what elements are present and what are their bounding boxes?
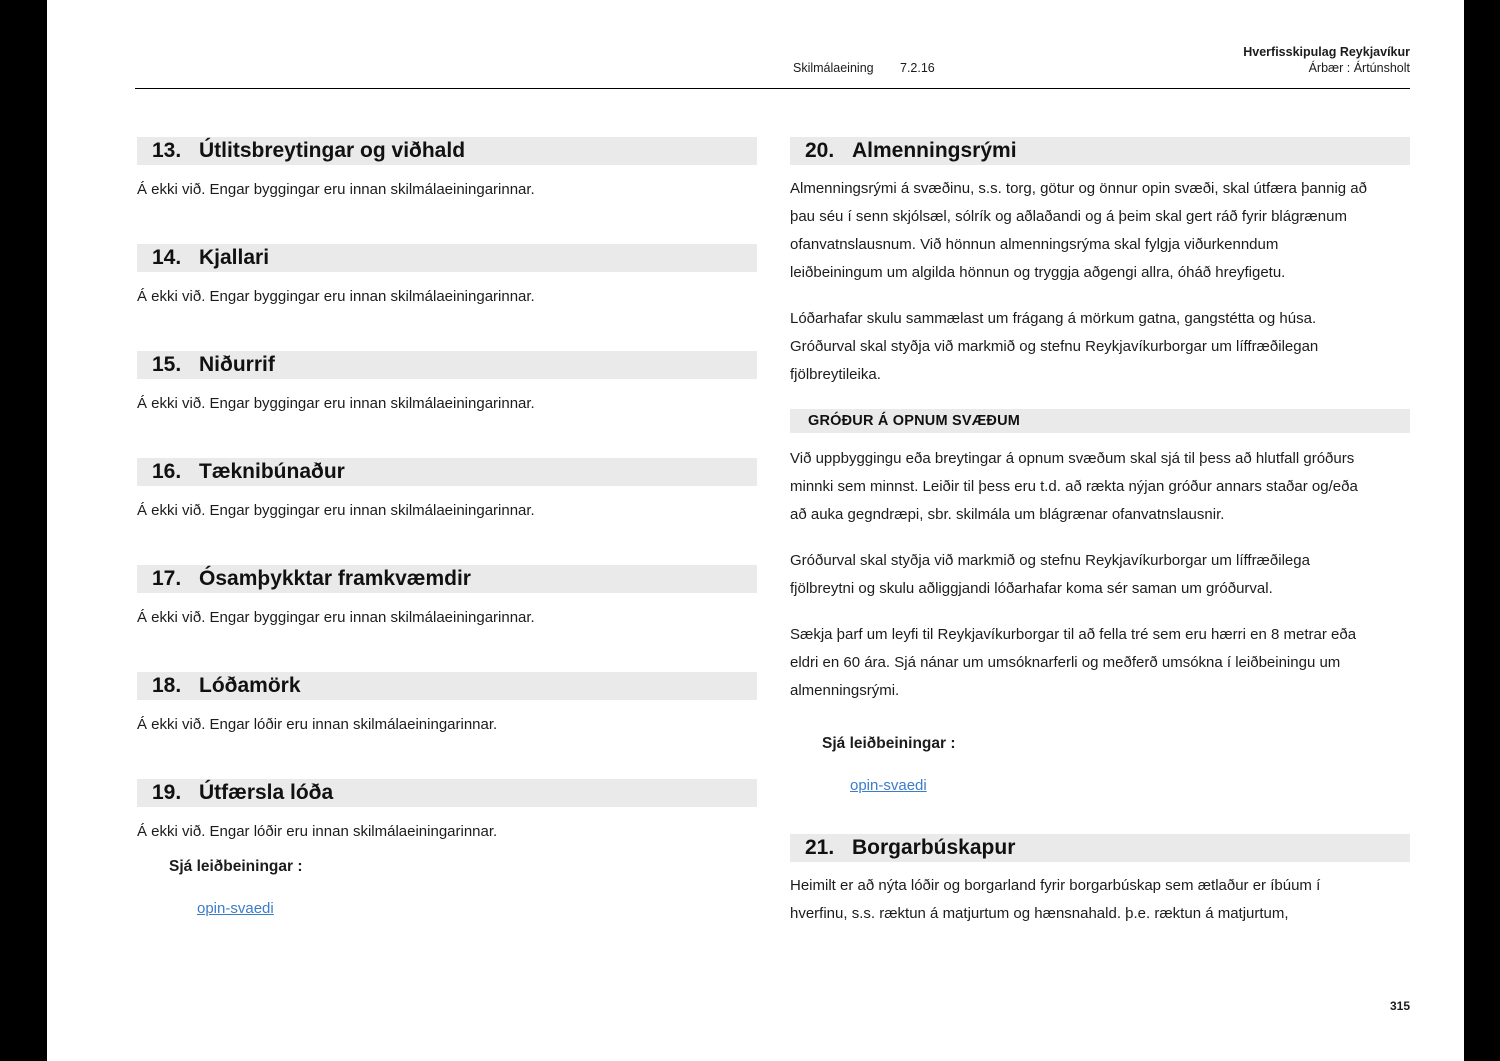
opin-svaedi-link[interactable]: opin-svaedi — [850, 777, 927, 794]
section-number: 14. — [152, 246, 182, 269]
section-14-heading — [137, 244, 757, 272]
opin-svaedi-link[interactable]: opin-svaedi — [197, 900, 274, 917]
section-17 — [137, 565, 757, 628]
section-20 — [790, 137, 1410, 389]
section-title: Útfærsla lóða — [199, 781, 334, 804]
header-doc-type: Skilmálaeining — [793, 61, 874, 75]
section-number: 13. — [152, 139, 182, 162]
section-body: Á ekki við. Engar lóðir eru innan skilmálaeiningarinnar. — [137, 716, 498, 733]
section-number: 19. — [152, 781, 182, 804]
header-rule — [135, 88, 1410, 89]
section-21 — [790, 834, 1410, 928]
section-body: Á ekki við. Engar byggingar eru innan skilmálaeiningarinnar. — [137, 395, 535, 412]
guidelines-label: Sjá leiðbeiningar : — [169, 858, 303, 875]
section-body: Á ekki við. Engar byggingar eru innan skilmálaeiningarinnar. — [137, 181, 535, 198]
section-19-heading — [137, 779, 757, 807]
paragraph: Almenningsrými á svæðinu, s.s. torg, götur og önnur opin svæði, skal útfæra þannig að þau séu í senn skjólsæl, sólrík og aðlaðandi og á þeim skal gert ráð fyrir blágrænum ofanvatnslausnum. Við hönnun almenningsrýma skal fylgja viðurkenndum leiðbeiningum um algilda hönnun og tryggja aðgengi allra, óháð hreyfigetu. — [790, 180, 1367, 281]
section-body: Á ekki við. Engar lóðir eru innan skilmálaeiningarinnar. — [137, 823, 498, 840]
sub-section-heading: GRÓÐUR Á OPNUM SVÆÐUM — [790, 409, 1410, 433]
section-13 — [137, 137, 757, 200]
guidelines-label: Sjá leiðbeiningar : — [822, 735, 956, 752]
guidelines-link-row — [850, 777, 1410, 794]
section-19 — [137, 779, 757, 842]
section-title: Borgarbúskapur — [852, 836, 1016, 859]
section-20-heading — [790, 137, 1410, 165]
header-doc-number: 7.2.16 — [900, 61, 935, 75]
paragraph: Heimilt er að nýta lóðir og borgarland fyrir borgarbúskap sem ætlaður er íbúum í hverfinu, s.s. ræktun á matjurtum og hænsnahald. þ.e. ræktun á matjurtum, — [790, 877, 1321, 922]
section-title: Niðurrif — [199, 353, 275, 376]
right-column — [790, 137, 1410, 946]
paragraph: Lóðarhafar skulu sammælast um frágang á mörkum gatna, gangstétta og húsa. Gróðurval skal styðja við markmið og stefnu Reykjavíkurborgar um líffræðilegan fjölbreytileika. — [790, 310, 1319, 383]
section-15 — [137, 351, 757, 414]
section-14 — [137, 244, 757, 307]
left-black-margin — [0, 0, 47, 1061]
guidelines-link-row — [197, 900, 757, 917]
section-number: 17. — [152, 567, 182, 590]
section-body: Á ekki við. Engar byggingar eru innan skilmálaeiningarinnar. — [137, 502, 535, 519]
section-15-heading — [137, 351, 757, 379]
section-16-heading — [137, 458, 757, 486]
header-org-subtitle: Árbær : Ártúnsholt — [1308, 61, 1410, 75]
section-21-heading — [790, 834, 1410, 862]
section-title: Ósamþykktar framkvæmdir — [199, 567, 471, 590]
section-title: Útlitsbreytingar og viðhald — [199, 139, 466, 162]
page-number: 315 — [1390, 999, 1411, 1013]
left-column — [137, 137, 757, 917]
right-black-margin — [1464, 0, 1500, 1061]
section-body: Á ekki við. Engar byggingar eru innan skilmálaeiningarinnar. — [137, 288, 535, 305]
section-18-heading — [137, 672, 757, 700]
section-body: Á ekki við. Engar byggingar eru innan skilmálaeiningarinnar. — [137, 609, 535, 626]
section-17-heading — [137, 565, 757, 593]
section-number: 21. — [805, 836, 835, 859]
paragraph: Gróðurval skal styðja við markmið og stefnu Reykjavíkurborgar um líffræðilega fjölbreytni og skulu aðliggjandi lóðarhafar koma sér saman um gróðurval. — [790, 552, 1310, 597]
section-number: 20. — [805, 139, 835, 162]
section-18 — [137, 672, 757, 735]
section-number: 18. — [152, 674, 182, 697]
section-number: 15. — [152, 353, 182, 376]
paragraph: Sækja þarf um leyfi til Reykjavíkurborgar til að fella tré sem eru hærri en 8 metrar eða eldri en 60 ára. Sjá nánar um umsóknarferli og meðferð umsókna í leiðbeiningu um almenningsrými. — [790, 626, 1357, 699]
section-number: 16. — [152, 460, 182, 483]
paragraph: Við uppbyggingu eða breytingar á opnum svæðum skal sjá til þess að hlutfall gróðurs minnki sem minnst. Leiðir til þess eru t.d. að rækta nýjan gróður annars staðar og/eða að auka gegndræpi, sbr. skilmála um blágrænar ofanvatnslausnir. — [790, 450, 1358, 523]
section-title: Almenningsrými — [852, 139, 1017, 162]
section-title: Lóðamörk — [199, 674, 301, 697]
header-org-block — [1100, 44, 1410, 76]
section-16 — [137, 458, 757, 521]
header-org-title: Hverfisskipulag Reykjavíkur — [1243, 45, 1410, 59]
section-13-heading — [137, 137, 757, 165]
section-title: Kjallari — [199, 246, 270, 269]
section-title: Tæknibúnaður — [199, 460, 345, 483]
